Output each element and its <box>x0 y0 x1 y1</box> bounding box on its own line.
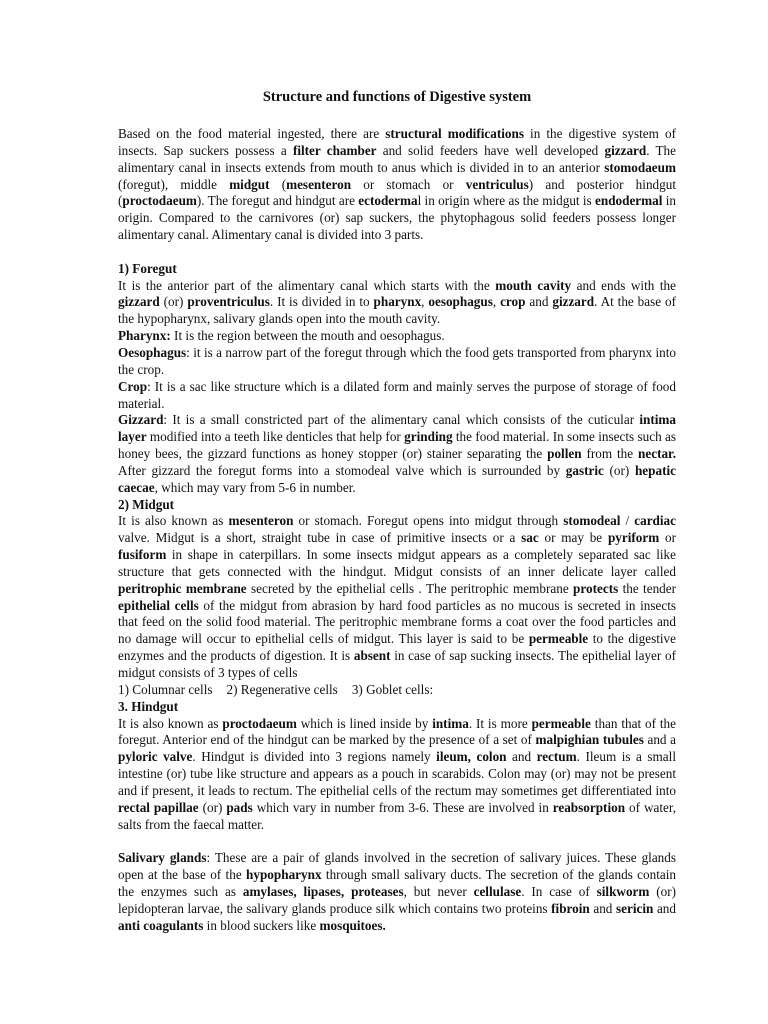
bold-term: fusiform <box>118 547 167 563</box>
bold-term: peritrophic membrane <box>118 580 247 596</box>
text-run: ). The foregut and hindgut are <box>196 193 359 209</box>
text-run: ) and posterior hindgut ( <box>118 176 676 209</box>
bold-term: pollen <box>547 446 582 462</box>
bold-term: cardiac <box>634 513 676 529</box>
text-run: . The alimentary canal in insects extends from mouth to anus which is divided in to an anterior <box>118 142 676 175</box>
text-run: l in origin where as the midgut is <box>417 193 595 209</box>
text-run: valve. Midgut is a short, straight tube in case of primitive insects or a <box>118 530 522 546</box>
bold-term: malpighian tubules <box>535 732 644 748</box>
text-run: , <box>492 294 501 310</box>
text-run: : It is a sac like structure which is a dilated form and mainly serves the purpose of storage of food material. <box>118 378 676 411</box>
text-run: and ends with the <box>571 277 676 293</box>
text-run: in blood suckers like <box>203 917 320 933</box>
text-run: than that of the foregut. Anterior end of the hindgut can be marked by the presence of a set of <box>118 715 676 748</box>
foregut-heading: 1) Foregut <box>118 260 177 276</box>
text-run: and solid feeders have well developed <box>376 142 605 158</box>
bold-term: mosquitoes. <box>319 917 386 933</box>
bold-term: silkworm <box>596 883 650 899</box>
bold-term: hypopharynx <box>246 867 322 883</box>
bold-term: cellulase <box>473 883 522 899</box>
text-run: : These are a pair of glands involved in the secretion of salivary juices. These glands open at the base of the <box>118 850 677 883</box>
text-run: the food material. In some insects such as honey bees, the gizzard functions as honey stopper (or) stainer separating the <box>118 429 676 462</box>
bold-term: gizzard <box>552 294 595 310</box>
text-run: (or) lepidopteran larvae, the salivary glands produce silk which contains two proteins <box>118 883 677 916</box>
text-run: which vary in number from 3-6. These are involved in <box>252 799 553 815</box>
midgut-heading: 2) Midgut <box>118 496 175 512</box>
bold-term: gastric <box>565 462 604 478</box>
document-page <box>118 88 676 935</box>
bold-term: stomodeal <box>563 513 621 529</box>
text-run: to the digestive enzymes and the products of digestion. It is <box>118 631 676 664</box>
bold-term: sericin <box>616 900 654 916</box>
bold-term: sac <box>521 530 539 546</box>
bold-term: Crop <box>118 378 148 394</box>
text-run: (foregut), middle <box>118 176 230 192</box>
text-run: It is also known as <box>118 513 229 529</box>
bold-term: Salivary glands <box>118 850 207 866</box>
text-run: ( <box>269 176 287 192</box>
bold-term: hepatic caecae <box>118 462 676 495</box>
text-run: After gizzard the foregut forms into a stomodeal valve which is surrounded by <box>118 462 566 478</box>
text-run: : it is a narrow part of the foregut through which the food gets transported from pharynx into the crop. <box>118 344 676 377</box>
text-run: and <box>589 900 616 916</box>
text-run: (or) <box>198 799 227 815</box>
cell-type-item: 2) Regenerative cells <box>226 681 338 697</box>
document-title: Structure and functions of Digestive system <box>262 89 532 105</box>
text-run: or stomach or <box>351 176 466 192</box>
text-run: , <box>421 294 429 310</box>
bold-term: structural modifications <box>385 126 524 141</box>
bold-term: grinding <box>404 429 453 445</box>
midgut-description <box>118 513 676 681</box>
bold-term: mesenteron <box>228 513 294 529</box>
text-run: and <box>653 900 676 916</box>
bold-term: endodermal <box>595 193 663 209</box>
pharynx-paragraph <box>118 328 676 345</box>
salivary-glands-paragraph <box>118 850 676 934</box>
hindgut-description <box>118 716 676 834</box>
hindgut-heading: 3. Hindgut <box>118 698 179 714</box>
text-run: , but never <box>403 883 474 899</box>
text-run: the tender <box>618 580 676 596</box>
bold-term: permeable <box>528 631 589 647</box>
crop-paragraph <box>118 379 676 413</box>
foregut-description <box>118 278 676 329</box>
text-run: of the midgut from abrasion by hard food particles as no mucous is secreted in insects that feed on the solid food material. The peritrophic membrane forms a coat over the food particles and no damage will occur to epithelial cells of midgut. This layer is said to be <box>118 597 677 647</box>
bold-term: stomodaeum <box>604 159 676 175</box>
text-run: Based on the food material ingested, there are <box>118 126 386 141</box>
text-run: or <box>659 530 676 546</box>
text-run: . In case of <box>521 883 597 899</box>
bold-term: proctodaeum <box>222 715 297 731</box>
bold-term: pyloric valve <box>118 749 193 765</box>
bold-term: ileum, colon <box>436 749 507 765</box>
oesophagus-paragraph <box>118 345 676 379</box>
bold-term: proventriculus <box>187 294 270 310</box>
text-run: . It is divided in to <box>269 294 374 310</box>
bold-term: amylases, lipases, proteases <box>242 883 404 899</box>
bold-term: epithelial cells <box>118 597 199 613</box>
text-run: and <box>506 749 537 765</box>
intro-paragraph <box>118 126 676 244</box>
bold-term: oesophagus <box>428 294 493 310</box>
text-run: through small salivary ducts. The secretion of the glands contain the enzymes such as <box>118 867 676 899</box>
bold-term: absent <box>353 648 391 664</box>
text-run: / <box>620 513 635 529</box>
bold-term: rectal papillae <box>118 799 199 815</box>
bold-term: pyriform <box>607 530 660 546</box>
bold-term: gizzard <box>118 294 160 310</box>
gizzard-paragraph <box>118 412 676 496</box>
bold-term: intima layer <box>118 412 676 445</box>
text-run: modified into a teeth like denticles that help for <box>146 429 405 445</box>
cell-types-list <box>118 682 676 699</box>
text-run: from the <box>581 446 639 462</box>
bold-term: midgut <box>229 176 270 192</box>
cell-type-item: 3) Goblet cells: <box>351 681 434 697</box>
bold-term: crop <box>500 294 526 310</box>
bold-term: Gizzard <box>118 412 164 428</box>
bold-term: anti coagulants <box>118 917 204 933</box>
text-run: secreted by the epithelial cells . The peritrophic membrane <box>246 580 574 596</box>
text-run: . Ileum is a small intestine (or) tube like structure and appears as a pouch in scarabids. Colon may (or) may not be present and if present, it leads to rectum. The epithelial cells of the rectum may sometimes get differentiated into <box>118 749 676 798</box>
text-run: and a <box>643 732 676 748</box>
bold-term: proctodaeum <box>122 193 197 209</box>
bold-term: fibroin <box>551 900 590 916</box>
text-run: in the digestive system of insects. Sap suckers possess a <box>118 126 676 158</box>
bold-term: ventriculus <box>465 176 529 192</box>
bold-term: mouth cavity <box>495 277 572 293</box>
text-run: in shape in caterpillars. In some insects midgut appears as a completely separated sac like structure that gets connected with the hindgut. Midgut consists of an inner delicate layer called <box>118 547 676 579</box>
text-run: or may be <box>538 530 608 546</box>
text-run: (or) <box>603 462 635 478</box>
text-run: (or) <box>159 294 188 310</box>
text-run: : It is a small constricted part of the alimentary canal which consists of the cuticular <box>163 412 640 428</box>
cell-type-item: 1) Columnar cells <box>118 681 213 697</box>
text-run: It is the anterior part of the alimentary canal which starts with the <box>118 277 496 293</box>
bold-term: filter chamber <box>292 142 377 158</box>
bold-term: reabsorption <box>552 799 626 815</box>
bold-term: intima <box>432 715 469 731</box>
text-run: . It is more <box>468 715 532 731</box>
text-run: . Hindgut is divided into 3 regions namely <box>192 749 437 765</box>
bold-term: Oesophagus <box>118 344 187 360</box>
bold-term: rectum <box>536 749 577 765</box>
text-run: in case of sap sucking insects. The epithelial layer of midgut consists of 3 types of cells <box>118 648 676 680</box>
text-run: of water, salts from the faecal matter. <box>118 799 677 832</box>
bold-term: pharynx <box>373 294 422 310</box>
text-run: which is lined inside by <box>296 715 433 731</box>
bold-term: permeable <box>531 715 591 731</box>
text-run: . At the base of the hypopharynx, salivary glands open into the mouth cavity. <box>118 294 676 327</box>
text-run: in origin. Compared to the carnivores (or) sap suckers, the phytophagous solid feeders possess longer alimentary canal. Alimentary canal is divided into 3 parts. <box>118 193 676 243</box>
text-run: and <box>525 294 553 310</box>
text-run: or stomach. Foregut opens into midgut through <box>293 513 564 529</box>
bold-term: pads <box>226 799 253 815</box>
bold-term: ectoderma <box>358 193 418 209</box>
bold-term: protects <box>573 580 619 596</box>
bold-term: Pharynx: <box>118 328 171 344</box>
text-run: It is the region between the mouth and oesophagus. <box>170 328 445 344</box>
bold-term: gizzard <box>604 142 647 158</box>
text-run: It is also known as <box>118 715 223 731</box>
bold-term: nectar. <box>638 446 676 462</box>
text-run: , which may vary from 5-6 in number. <box>154 479 356 495</box>
bold-term: mesenteron <box>286 176 352 192</box>
